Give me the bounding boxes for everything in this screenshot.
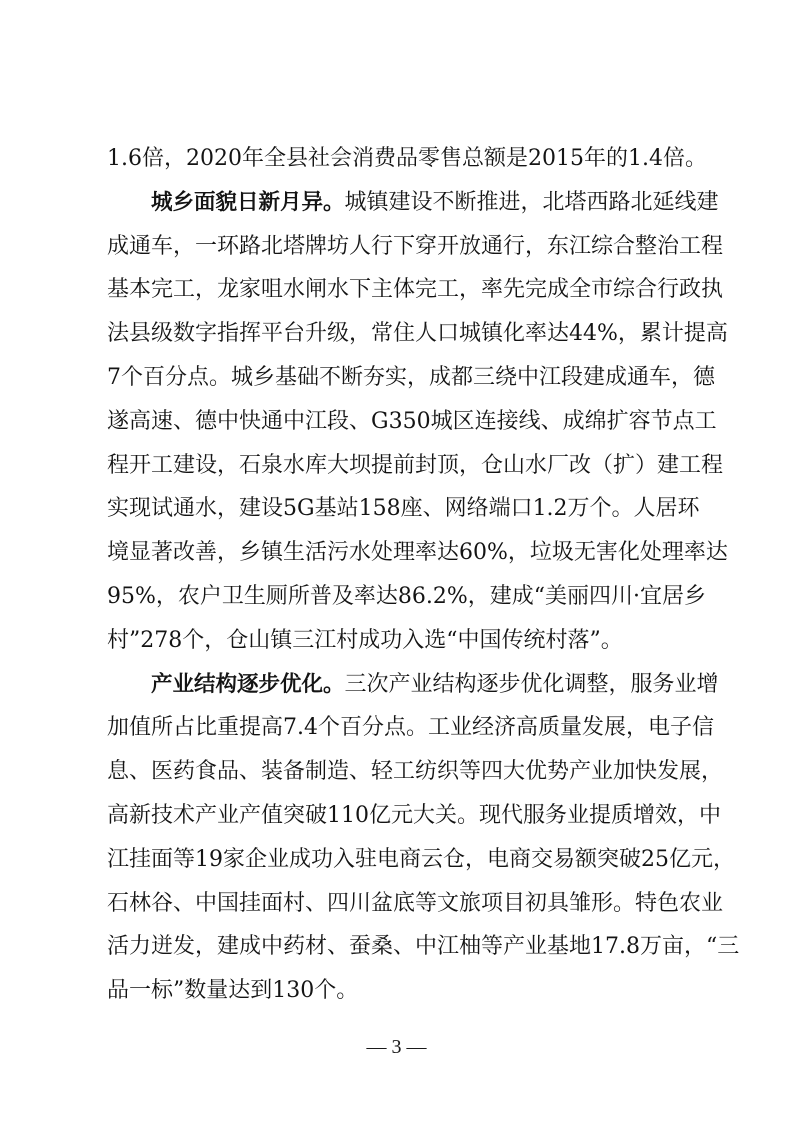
- text-line: 加值所占比重提高7.4个百分点。工业经济高质量发展，电子信: [107, 715, 714, 741]
- text-line: 1.6倍，2020年全县社会消费品零售总额是2015年的1.4倍。: [107, 146, 707, 171]
- paragraph-heading: 城乡面貌日新月异。: [151, 189, 345, 215]
- text-line: 基本完工，龙家咀水闸水下主体完工，率先完成全市综合行政执: [107, 277, 724, 303]
- paragraph-heading: 产业结构逐步优化。: [151, 671, 345, 697]
- text-line: 石林谷、中国挂面村、四川盆底等文旅项目初具雏形。特色农业: [107, 890, 724, 916]
- paragraph-text: 三次产业结构逐步优化调整，服务业增: [344, 671, 719, 697]
- text-line: 高新技术产业产值突破110亿元大关。现代服务业提质增效，中: [107, 802, 721, 828]
- paragraph-first-line: [107, 663, 719, 707]
- text-line: 程开工建设，石泉水库大坝提前封顶，仓山水厂改（扩）建工程: [107, 452, 724, 478]
- paragraph-text: 城镇建设不断推进，北塔西路北延线建: [344, 189, 719, 215]
- document-body: [107, 137, 740, 1013]
- text-line: 息、医药食品、装备制造、轻工纺织等四大优势产业加快发展，: [107, 759, 724, 785]
- paragraph-first-line: [107, 181, 719, 225]
- text-line: 7个百分点。城乡基础不断夯实，成都三绕中江段建成通车，德: [107, 364, 715, 390]
- text-line: 实现试通水，建设5G基站158座、网络端口1.2万个。人居环: [107, 496, 700, 522]
- page-number: — 3 —: [366, 1036, 427, 1058]
- text-line: 品一标”数量达到130个。: [107, 978, 359, 1004]
- text-line: 95%，农户卫生厕所普及率达86.2%，建成“美丽四川·宜居乡: [107, 583, 707, 609]
- text-line: 法县级数字指挥平台升级，常住人口城镇化率达44%，累计提高: [107, 321, 728, 347]
- text-line: 遂高速、德中快通中江段、G350城区连接线、成绵扩容节点工: [107, 408, 717, 434]
- text-line: 江挂面等19家企业成功入驻电商云仓，电商交易额突破25亿元，: [107, 846, 735, 872]
- text-line: 活力迸发，建成中药材、蚕桑、中江柚等产业基地17.8万亩，“三: [107, 934, 740, 960]
- text-line: 成通车，一环路北塔牌坊人行下穿开放通行，东江综合整治工程: [107, 233, 724, 259]
- text-line: 境显著改善，乡镇生活污水处理率达60%，垃圾无害化处理率达: [107, 540, 728, 566]
- text-line: 村”278个，仓山镇三江村成功入选“中国传统村落”。: [107, 627, 623, 653]
